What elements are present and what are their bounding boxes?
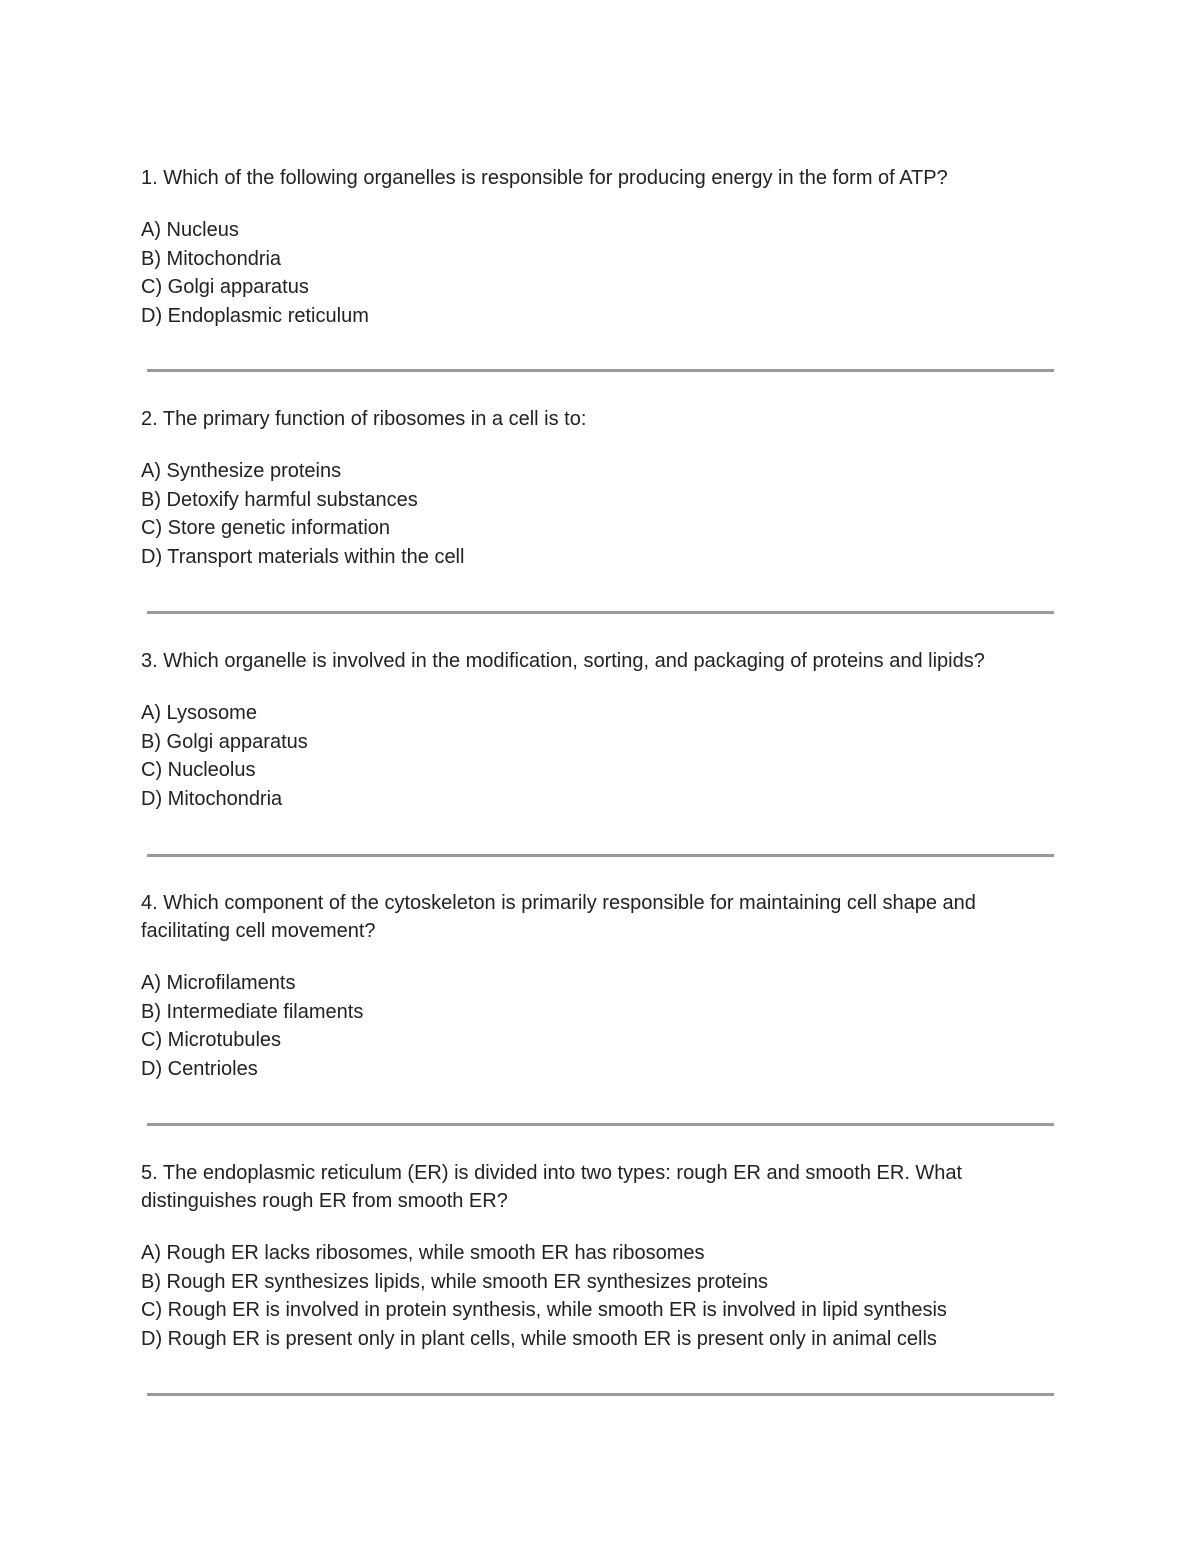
divider xyxy=(147,854,1054,857)
option-d: D) Endoplasmic reticulum xyxy=(141,304,369,327)
option-c: C) Store genetic information xyxy=(141,517,391,539)
options-list xyxy=(141,216,1061,330)
option-c: C) Rough ER is involved in protein synthesis, while smooth ER is involved in lipid synthesis xyxy=(141,1299,947,1321)
question-3 xyxy=(141,647,1061,813)
option-a: A) Synthesize proteins xyxy=(141,460,342,482)
option-b: B) Golgi apparatus xyxy=(141,730,308,753)
option-c: C) Golgi apparatus xyxy=(141,276,309,298)
option-c: C) Nucleolus xyxy=(141,759,256,781)
question-1 xyxy=(141,164,1061,330)
question-5 xyxy=(141,1159,1061,1353)
option-d: D) Centrioles xyxy=(141,1057,258,1080)
options-list xyxy=(141,457,1061,571)
divider xyxy=(147,369,1054,372)
option-a: A) Rough ER lacks ribosomes, while smooth ER has ribosomes xyxy=(141,1242,705,1264)
option-b: B) Mitochondria xyxy=(141,247,282,270)
options-list xyxy=(141,969,1061,1083)
question-text: 4. Which component of the cytoskeleton is primarily responsible for maintaining cell shape and facilitating cell movement? xyxy=(141,892,976,942)
option-a: A) Microfilaments xyxy=(141,972,296,994)
option-d: D) Transport materials within the cell xyxy=(141,545,465,568)
option-a: A) Nucleus xyxy=(141,219,239,241)
divider xyxy=(147,1123,1054,1126)
option-b: B) Detoxify harmful substances xyxy=(141,488,418,511)
options-list xyxy=(141,1239,1061,1353)
question-text: 5. The endoplasmic reticulum (ER) is divided into two types: rough ER and smooth ER. What distinguishes rough ER from smooth ER? xyxy=(141,1162,963,1212)
question-text: 1. Which of the following organelles is responsible for producing energy in the form of ATP? xyxy=(141,167,948,189)
question-2 xyxy=(141,405,1061,571)
question-text: 2. The primary function of ribosomes in a cell is to: xyxy=(141,408,587,430)
option-c: C) Microtubules xyxy=(141,1029,282,1051)
option-b: B) Intermediate filaments xyxy=(141,1000,364,1023)
option-a: A) Lysosome xyxy=(141,702,257,724)
options-list xyxy=(141,699,1061,813)
option-d: D) Mitochondria xyxy=(141,787,283,810)
divider xyxy=(147,1393,1054,1396)
option-d: D) Rough ER is present only in plant cells, while smooth ER is present only in animal cells xyxy=(141,1327,937,1350)
option-b: B) Rough ER synthesizes lipids, while smooth ER synthesizes proteins xyxy=(141,1270,768,1293)
question-4 xyxy=(141,889,1061,1083)
divider xyxy=(147,611,1054,614)
question-text: 3. Which organelle is involved in the modification, sorting, and packaging of proteins and lipids? xyxy=(141,650,985,672)
